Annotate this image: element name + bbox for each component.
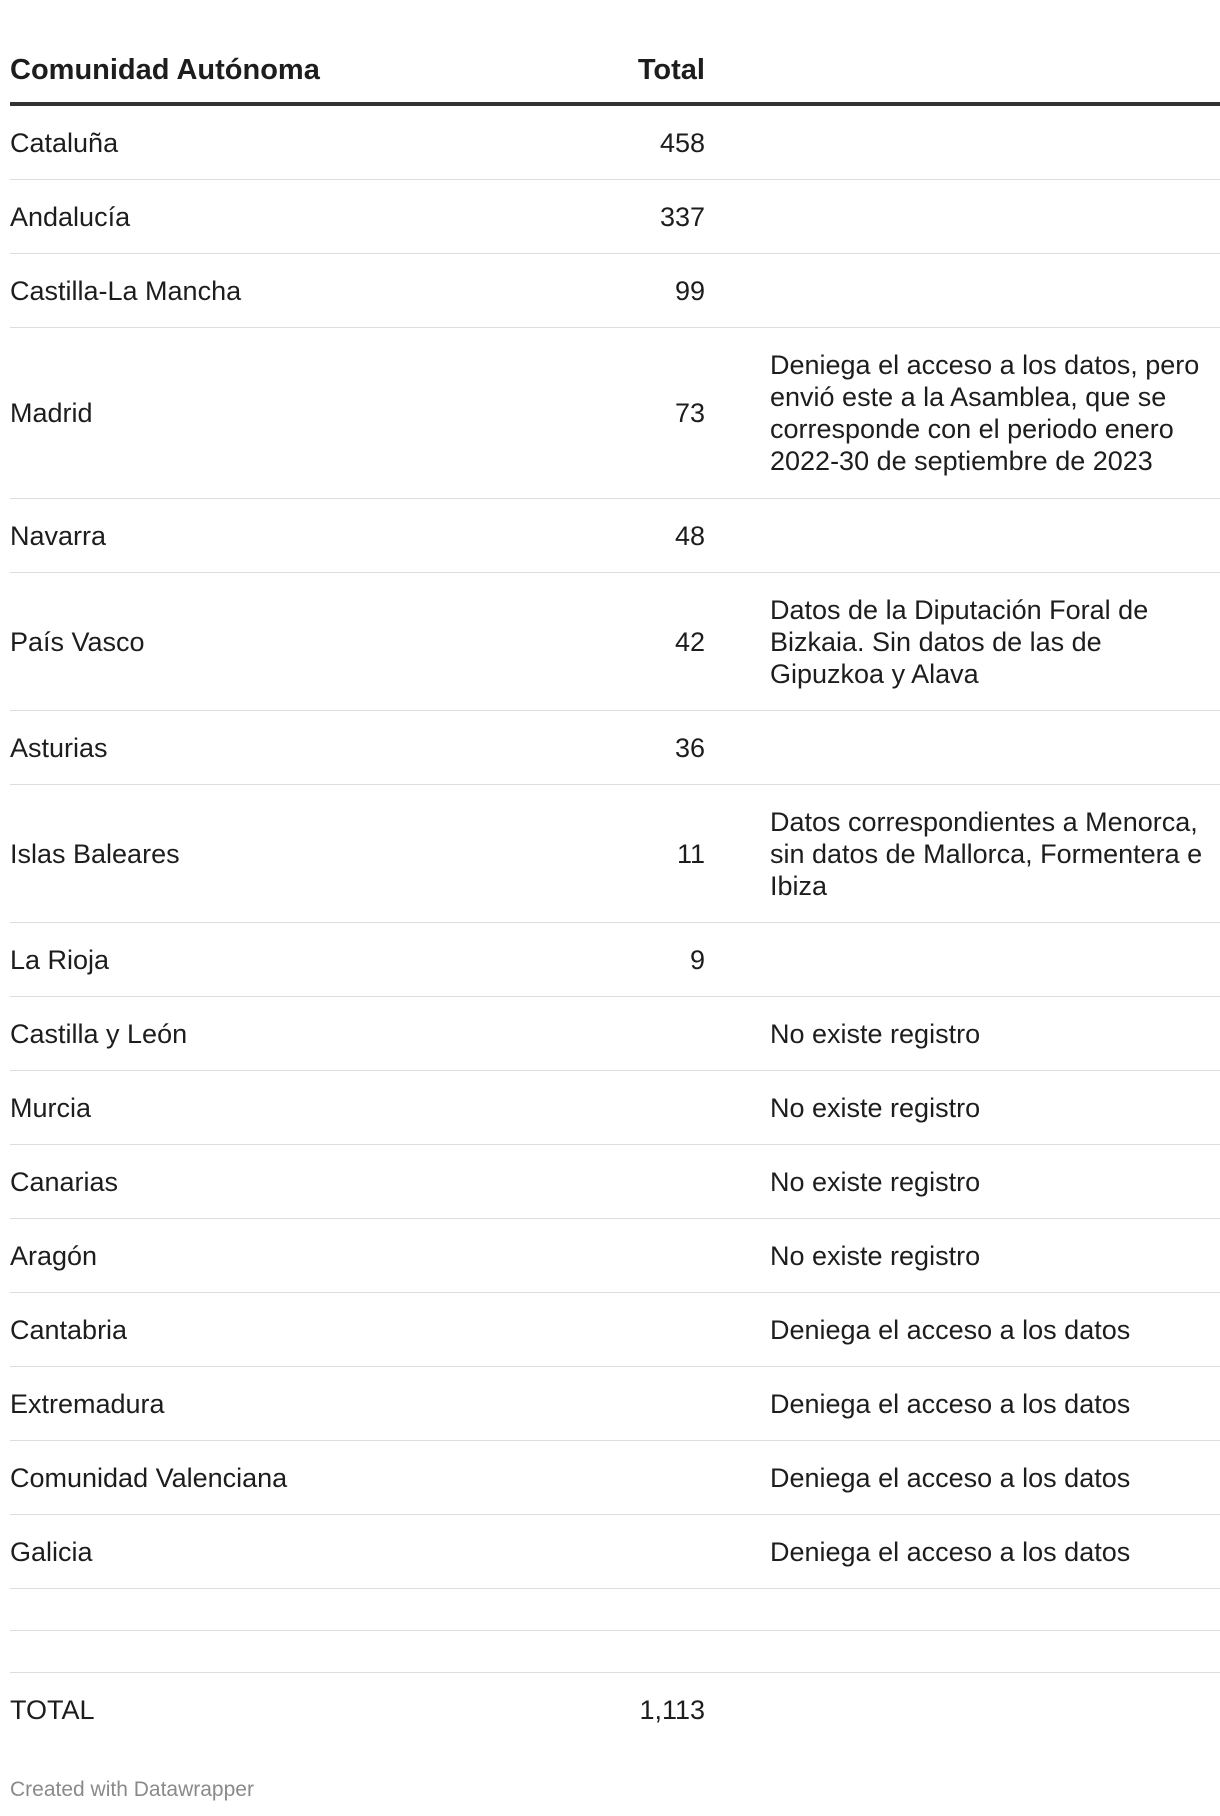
table-row	[10, 785, 1220, 923]
cell-note: No existe registro	[770, 997, 1220, 1071]
table-row	[10, 923, 1220, 997]
cell-note: Datos de la Diputación Foral de Bizkaia. Sin datos de las de Gipuzkoa y Alava	[770, 573, 1220, 711]
table-row	[10, 1367, 1220, 1441]
cell-community: Andalucía	[10, 180, 555, 254]
cell-community: Aragón	[10, 1219, 555, 1293]
cell-total	[555, 997, 705, 1071]
table-row	[10, 1293, 1220, 1367]
column-header-community[interactable]: Comunidad Autónoma	[10, 40, 555, 104]
cell-gap	[705, 254, 770, 328]
cell-total: 337	[555, 180, 705, 254]
cell-gap	[705, 1673, 770, 1747]
cell-total	[555, 1145, 705, 1219]
cell-gap	[705, 997, 770, 1071]
cell-gap	[705, 328, 770, 499]
cell-community: Castilla y León	[10, 997, 555, 1071]
cell-total: 99	[555, 254, 705, 328]
cell-gap	[705, 1219, 770, 1293]
cell-total: 73	[555, 328, 705, 499]
table-row	[10, 180, 1220, 254]
cell-gap	[705, 499, 770, 573]
cell-total: 48	[555, 499, 705, 573]
cell-note: Deniega el acceso a los datos	[770, 1441, 1220, 1515]
cell-total-label: TOTAL	[10, 1694, 95, 1725]
cell-community: Extremadura	[10, 1367, 555, 1441]
table-row	[10, 1071, 1220, 1145]
cell-total	[555, 1589, 705, 1631]
table-row	[10, 328, 1220, 499]
cell-gap	[705, 1293, 770, 1367]
table-row-empty	[10, 1631, 1220, 1673]
column-header-gap	[705, 40, 770, 104]
cell-note: No existe registro	[770, 1071, 1220, 1145]
cell-gap	[705, 573, 770, 711]
cell-total	[555, 1219, 705, 1293]
cell-gap	[705, 1071, 770, 1145]
table-body	[10, 104, 1220, 1746]
cell-community: Islas Baleares	[10, 785, 555, 923]
cell-note	[770, 923, 1220, 997]
cell-community: Galicia	[10, 1515, 555, 1589]
cell-total: 42	[555, 573, 705, 711]
cell-total	[555, 1071, 705, 1145]
table-row	[10, 254, 1220, 328]
table-row	[10, 573, 1220, 711]
table-header	[10, 40, 1220, 104]
cell-note: Deniega el acceso a los datos	[770, 1293, 1220, 1367]
cell-total	[555, 1367, 705, 1441]
cell-community: La Rioja	[10, 923, 555, 997]
cell-total: 11	[555, 785, 705, 923]
cell-note	[770, 180, 1220, 254]
cell-note	[770, 104, 1220, 180]
table-row	[10, 499, 1220, 573]
cell-note: Deniega el acceso a los datos, pero envió este a la Asamblea, que se corresponde con el periodo enero 2022-30 de septiembre de 2023	[770, 328, 1220, 499]
cell-community: Canarias	[10, 1145, 555, 1219]
cell-community: Cantabria	[10, 1293, 555, 1367]
cell-note	[770, 254, 1220, 328]
cell-total: 9	[555, 923, 705, 997]
cell-gap	[705, 1631, 770, 1673]
datawrapper-credit[interactable]: Created with Datawrapper	[10, 1778, 254, 1801]
cell-note: No existe registro	[770, 1145, 1220, 1219]
table-row-empty	[10, 1589, 1220, 1631]
cell-gap	[705, 104, 770, 180]
cell-community	[10, 1631, 555, 1673]
cell-community: Navarra	[10, 499, 555, 573]
communities-table	[10, 40, 1220, 1746]
cell-note: Datos correspondientes a Menorca, sin datos de Mallorca, Formentera e Ibiza	[770, 785, 1220, 923]
column-header-total[interactable]: Total	[555, 40, 705, 104]
cell-community: País Vasco	[10, 573, 555, 711]
header-row	[10, 40, 1220, 104]
cell-note	[770, 1631, 1220, 1673]
table-row	[10, 997, 1220, 1071]
cell-community: Comunidad Valenciana	[10, 1441, 555, 1515]
cell-community: Murcia	[10, 1071, 555, 1145]
cell-community	[10, 1589, 555, 1631]
cell-community: Castilla-La Mancha	[10, 254, 555, 328]
cell-note	[770, 711, 1220, 785]
cell-total: 458	[555, 104, 705, 180]
cell-gap	[705, 1145, 770, 1219]
cell-gap	[705, 1589, 770, 1631]
table-row	[10, 1145, 1220, 1219]
cell-gap	[705, 1367, 770, 1441]
cell-gap	[705, 711, 770, 785]
cell-total: 36	[555, 711, 705, 785]
cell-total	[555, 1441, 705, 1515]
cell-gap	[705, 180, 770, 254]
cell-community: Cataluña	[10, 104, 555, 180]
cell-note	[770, 1589, 1220, 1631]
cell-note	[770, 1673, 1220, 1747]
table-row	[10, 1219, 1220, 1293]
cell-gap	[705, 1441, 770, 1515]
table-row-total	[10, 1673, 1220, 1747]
cell-note: Deniega el acceso a los datos	[770, 1367, 1220, 1441]
cell-total	[555, 1631, 705, 1673]
cell-note: Deniega el acceso a los datos	[770, 1515, 1220, 1589]
table-row	[10, 711, 1220, 785]
cell-total	[555, 1515, 705, 1589]
column-header-note	[770, 40, 1220, 104]
cell-total	[555, 1293, 705, 1367]
cell-gap	[705, 1515, 770, 1589]
table-row	[10, 104, 1220, 180]
cell-gap	[705, 923, 770, 997]
cell-note	[770, 499, 1220, 573]
cell-gap	[705, 785, 770, 923]
table-row	[10, 1515, 1220, 1589]
cell-total-value: 1,113	[639, 1694, 705, 1725]
cell-note: No existe registro	[770, 1219, 1220, 1293]
table-row	[10, 1441, 1220, 1515]
cell-community: Asturias	[10, 711, 555, 785]
cell-community: Madrid	[10, 328, 555, 499]
